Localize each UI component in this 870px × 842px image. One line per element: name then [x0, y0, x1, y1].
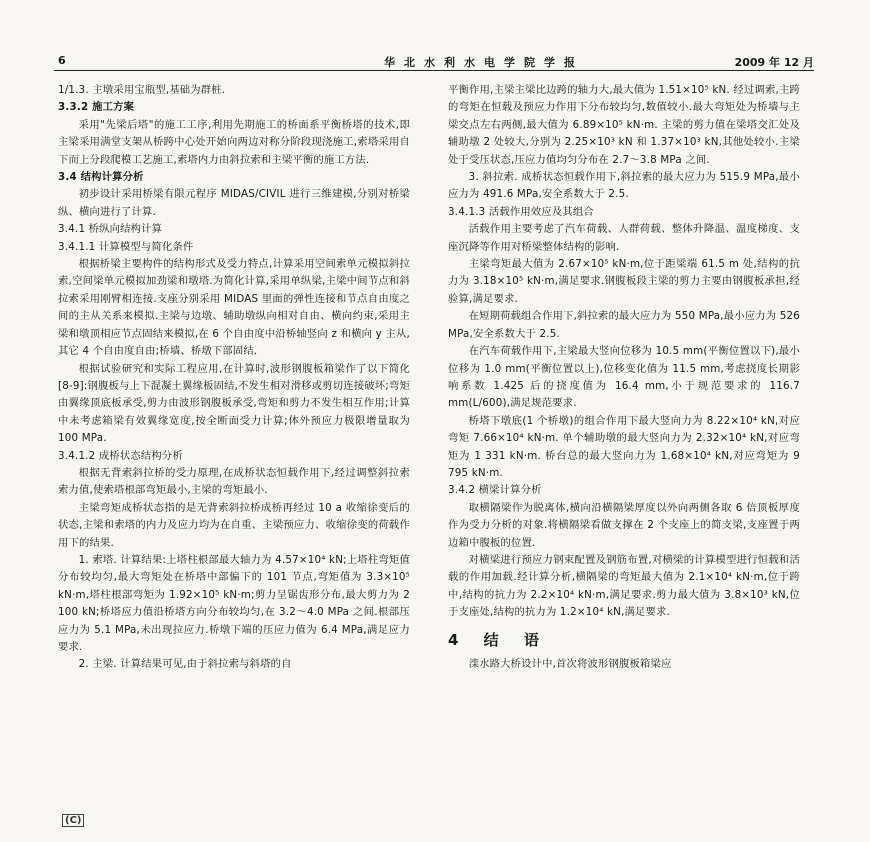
- page-number: 6: [58, 54, 66, 67]
- paragraph: 对横梁进行预应力钢束配置及钢筋布置,对横梁的计算模型进行恒载和活载的作用加载.经计算分析,横隔梁的弯矩最大值为 2.1×10⁴ kN·m,位于跨中,结构的抗力为 2.2×10⁴ kN·m,满足要求.剪力最大值为 3.8×10³ kN,位于支座处,结构的抗力为 1.2×10⁴ kN,满足要求.: [448, 553, 800, 619]
- paragraph: 根据桥梁主要构件的结构形式及受力特点,计算采用空间索单元模拟斜拉索,空间梁单元模拟加劲梁和墩塔.为简化计算,采用单纵梁,主梁中间节点和斜拉索采用刚臂相连接.支座分别采用 MIDAS 里面的弹性连接和节点自由度之间的主从关系来模拟.主梁与边墩、辅助墩纵向相对自由、横向约束,采用主梁和墩顶相应节点固结来模拟,在 6 个自由度中沿桥轴竖向 z 和横向 y 主从,其它 4 个自由度自由;桥墙、桥墩下部固结.: [58, 258, 410, 358]
- section-heading: 3.4.1.3 活载作用效应及其组合: [448, 205, 594, 218]
- section-heading: 3.4.1.2 成桥状态结构分析: [58, 449, 183, 462]
- paragraph: 2. 主梁. 计算结果可见,由于斜拉索与斜塔的自: [78, 658, 292, 671]
- paragraph: 在汽车荷载作用下,主梁最大竖向位移为 10.5 mm(平衡位置以下),最小位移为 1.0 mm(平衡位置以上),位移变化值为 11.5 mm,考虑挠度长期影响系数 1.425 后的挠度值为 16.4 mm,小于规范要求的 116.7 mm(L/600),满足规范要求.: [448, 345, 800, 410]
- paragraph: 根据无背索斜拉桥的受力原理,在成桥状态恒载作用下,经过调整斜拉索索力值,使索塔根部弯矩最小,主梁的弯矩最小.: [58, 466, 410, 497]
- paragraph: 根据试验研究和实际工程应用,在计算时,波形钢腹板箱梁作了以下简化[8-9]:钢腹板与上下混凝土翼缘板固结,不发生相对滑移或剪切连接破坏;弯矩由翼缘顶底板承受,剪力由波形钢腹板承受,弯矩和剪力不发生相互作用;计算中未考虑箱梁有效翼缘宽度,按全断面受力计算;体外预应力极限增量取为 100 MPa.: [58, 362, 410, 445]
- section-heading: 4 结 语: [448, 630, 549, 649]
- paragraph: 主梁弯矩最大值为 2.67×10⁵ kN·m,位于距梁端 61.5 m 处,结构的抗力为 3.18×10⁵ kN·m,满足要求.钢腹板段主梁的剪力主要由钢腹板承担,经验算,满足要求.: [448, 258, 800, 305]
- journal-name: 华北水利水电学院学报: [384, 56, 584, 69]
- paragraph: 1/1.3. 主墩采用宝瓶型,基础为群桩.: [58, 84, 226, 96]
- section-heading: 3.4.2 横梁计算分析: [448, 484, 542, 497]
- paragraph: 取横隔梁作为脱离体,横向沿横隔梁厚度以外向两侧各取 6 倍顶板厚度作为受力分析的对象.将横隔梁看做支撑在 2 个支座上的简支梁,支座置于两边箱中腹板的位置.: [448, 501, 800, 549]
- paragraph: 桥塔下墩底(1 个桥墩)的组合作用下最大竖向力为 8.22×10⁴ kN,对应弯矩 7.66×10⁴ kN·m. 单个辅助墩的最大竖向力为 2.32×10⁴ kN,对应弯矩为 1 331 kN·m. 桥台总的最大竖向力为 1.68×10⁴ kN,对应弯矩为 9 795 kN·m.: [448, 414, 800, 479]
- section-heading: 3.4.1 桥纵向结构计算: [58, 223, 163, 236]
- section-heading: 3.4 结构计算分析: [58, 171, 144, 184]
- paragraph: 3. 斜拉索. 成桥状态恒载作用下,斜拉索的最大应力为 515.9 MPa,最小应力为 491.6 MPa,安全系数大于 2.5.: [448, 171, 800, 201]
- issue-date: 2009 年 12 月: [734, 56, 814, 69]
- left-column: [58, 82, 410, 674]
- paragraph: 在短期荷载组合作用下,斜拉索的最大应力为 550 MPa,最小应力为 526 MPa,安全系数大于 2.5.: [448, 310, 800, 340]
- running-header: [54, 52, 814, 70]
- paragraph: 活载作用主要考虑了汽车荷载、人群荷载、整体升降温、温度梯度、支座沉降等作用对桥梁整体结构的影响.: [448, 223, 800, 253]
- section-heading: 3.4.1.1 计算模型与简化条件: [58, 240, 194, 253]
- header-rule: [54, 70, 814, 71]
- paragraph: 采用"先梁后塔"的施工工序,利用先期施工的桥面系平衡桥塔的技术,即主梁采用满堂支架从桥跨中心处开始向两边对称分阶段现浇施工,索塔采用自下而上分段爬模工艺施工,索塔内力由斜拉索和主梁平衡的施工方法.: [58, 118, 410, 166]
- paragraph: 初步设计采用桥梁有限元程序 MIDAS/CIVIL 进行三维建模,分别对桥梁纵、横向进行了计算.: [58, 188, 410, 218]
- paragraph: 1. 索塔. 计算结果:上塔柱根部最大轴力为 4.57×10⁴ kN;上塔柱弯矩值分布较均匀,最大弯矩处在桥塔中部偏下的 101 节点,弯矩值为 3.3×10⁵ kN·m,塔柱根部弯矩为 1.92×10⁵ kN·m;剪力呈锯齿形分布,最大剪力为 2 100 kN;桥塔应力值沿桥塔方向分布较均匀,在 3.2～4.0 MPa 之间.根部压应力为 5.1 MPa,未出现拉应力.桥墩下端的压应力值为 6.4 MPa,满足应力要求.: [58, 553, 410, 653]
- paragraph: 平衡作用,主梁主梁比边跨的轴力大,最大值为 1.51×10⁵ kN. 经过调索,主跨的弯矩在恒载及预应力作用下分布较均匀,数值较小.最大弯矩处为桥墙与主梁交点左右两侧,最大值为 6.89×10⁵ kN·m. 主梁的剪力值在梁塔交汇处及辅助墩 2 处较大,分别为 2.25×10³ kN 和 1.37×10³ kN,其他处较小.主梁处于受压状态,压应力值均匀分布在 2.7～3.8 MPa 之间.: [448, 84, 800, 166]
- section-heading: 3.3.2 施工方案: [58, 101, 135, 114]
- right-column: [448, 82, 800, 673]
- paragraph: 主梁弯矩成桥状态指的是无背索斜拉桥成桥再经过 10 a 收缩徐变后的状态,主梁和索塔的内力及应力均为在自重、主梁预应力、收缩徐变的荷载作用下的结果.: [58, 501, 410, 549]
- copyright-mark: [62, 814, 90, 827]
- copyright-logo: (C): [62, 814, 84, 827]
- paragraph: 滦水路大桥设计中,首次将波形钢腹板箱梁应: [468, 657, 672, 670]
